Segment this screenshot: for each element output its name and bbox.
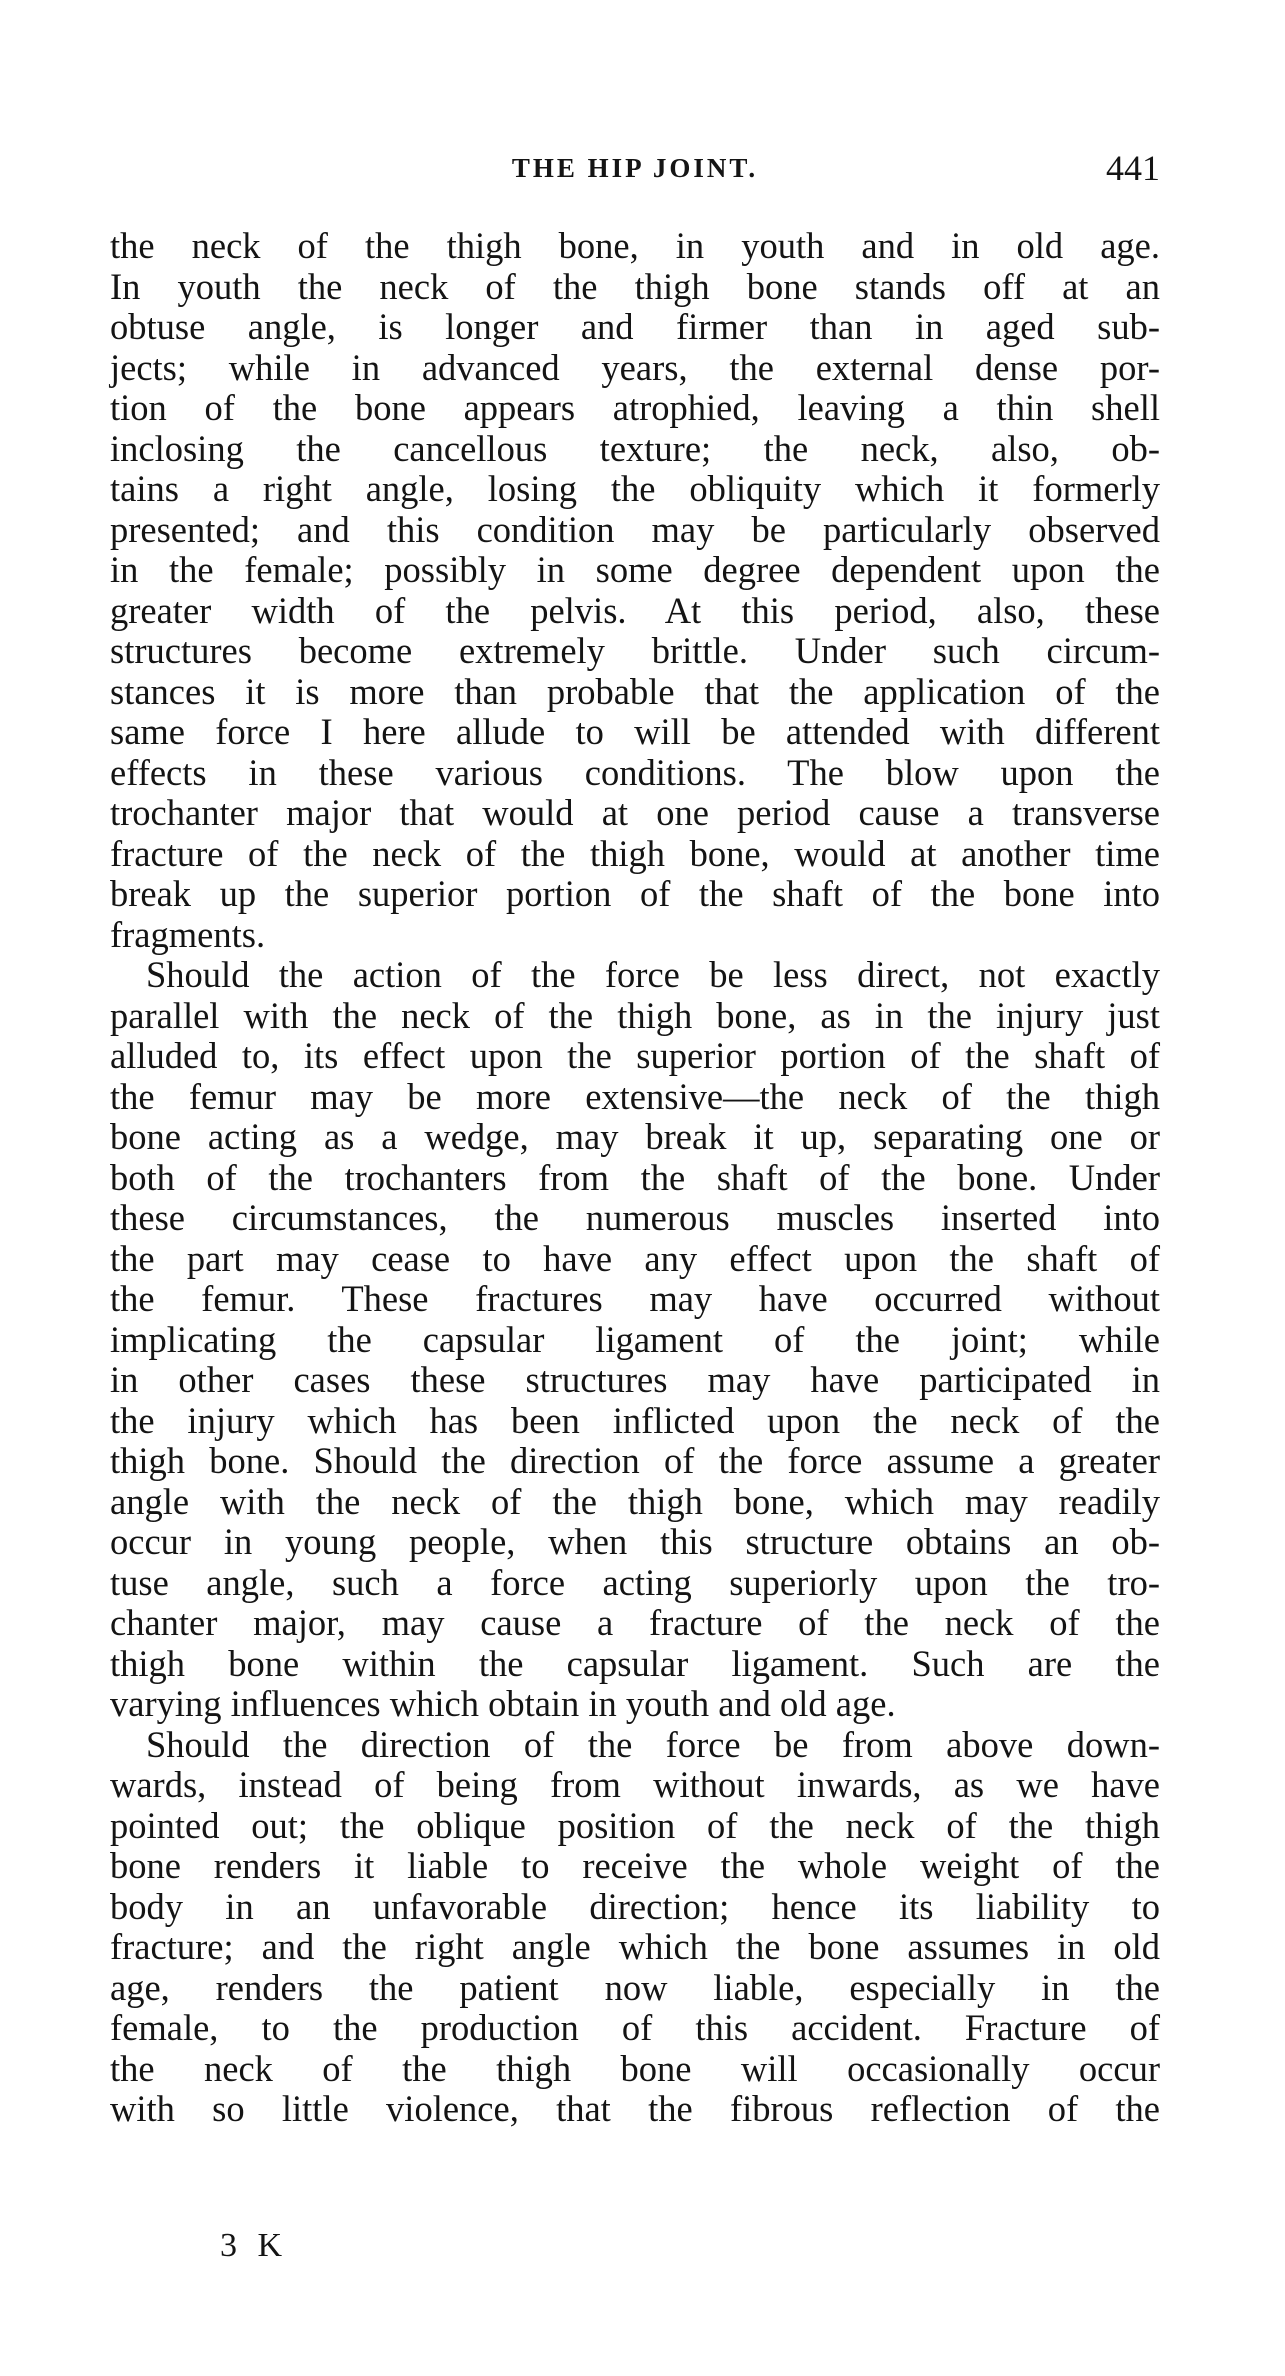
text-line: trochanter major that would at one period cause a transverse — [110, 792, 1160, 833]
text-line: effects in these various conditions. The blow upon the — [110, 751, 1160, 793]
text-line: same force I here allude to will be attended with different — [110, 711, 1160, 752]
text-line: the neck of the thigh bone will occasionally occur — [110, 2047, 1160, 2089]
text-line: bone acting as a wedge, may break it up, separating one or — [110, 1116, 1160, 1157]
text-line: inclosing the cancellous texture; the neck, also, ob- — [110, 427, 1160, 469]
text-line: jects; while in advanced years, the external dense por- — [110, 346, 1160, 388]
paragraph-start-line: Should the action of the force be less direct, not exactly — [146, 954, 1160, 995]
text-line: bone renders it liable to receive the whole weight of the — [110, 1845, 1160, 1886]
text-line: implicating the capsular ligament of the joint; while — [110, 1318, 1160, 1360]
signature-mark: 3 K — [220, 2227, 289, 2264]
text-line: thigh bone. Should the direction of the force assume a greater — [110, 1440, 1160, 1481]
text-line: the femur may be more extensive—the neck of the thigh — [110, 1075, 1160, 1117]
paragraph-start-line: Should the direction of the force be from above down- — [146, 1723, 1160, 1765]
text-line: stances it is more than probable that the application of the — [110, 670, 1160, 712]
text-line: age, renders the patient now liable, especially in the — [110, 1966, 1160, 2008]
text-line: break up the superior portion of the shaft of the bone into — [110, 873, 1160, 914]
page-number: 441 — [1106, 148, 1160, 188]
text-line: in other cases these structures may have participated in — [110, 1359, 1160, 1400]
text-line: in the female; possibly in some degree dependent upon the — [110, 549, 1160, 590]
running-title: THE HIP JOINT. — [511, 153, 759, 183]
text-line: structures become extremely brittle. Under such circum- — [110, 630, 1160, 671]
text-line: the part may cease to have any effect upon the shaft of — [110, 1237, 1160, 1279]
paragraph-end-line: fragments. — [110, 913, 266, 955]
text-line: the injury which has been inflicted upon the neck of the — [110, 1399, 1160, 1441]
text-line: the femur. These fractures may have occurred without — [110, 1278, 1160, 1319]
text-line: tains a right angle, losing the obliquity which it formerly — [110, 468, 1160, 509]
text-line: wards, instead of being from without inwards, as we have — [110, 1764, 1160, 1805]
body-text — [110, 226, 1160, 2130]
text-line: occur in young people, when this structure obtains an ob- — [110, 1521, 1160, 1562]
text-line: the neck of the thigh bone, in youth and in old age. — [110, 225, 1160, 266]
text-line: In youth the neck of the thigh bone stands off at an — [110, 265, 1160, 307]
text-line: these circumstances, the numerous muscles inserted into — [110, 1197, 1160, 1238]
text-line: body in an unfavorable direction; hence its liability to — [110, 1885, 1160, 1927]
text-line: chanter major, may cause a fracture of the neck of the — [110, 1602, 1160, 1643]
text-line: thigh bone within the capsular ligament. Such are the — [110, 1642, 1160, 1684]
paragraph-end-line: varying influences which obtain in youth and old age. — [110, 1683, 896, 1724]
text-line: with so little violence, that the fibrous reflection of the — [110, 2088, 1160, 2129]
text-line: female, to the production of this accident. Fracture of — [110, 2007, 1160, 2048]
text-line: angle with the neck of the thigh bone, which may readily — [110, 1480, 1160, 1522]
text-line: presented; and this condition may be particularly observed — [110, 508, 1160, 550]
text-line: fracture of the neck of the thigh bone, would at another time — [110, 832, 1160, 874]
text-line: alluded to, its effect upon the superior portion of the shaft of — [110, 1035, 1160, 1076]
text-line: both of the trochanters from the shaft of the bone. Under — [110, 1156, 1160, 1198]
text-line: tion of the bone appears atrophied, leaving a thin shell — [110, 387, 1160, 428]
text-line: fracture; and the right angle which the bone assumes in old — [110, 1926, 1160, 1967]
text-line: pointed out; the oblique position of the neck of the thigh — [110, 1804, 1160, 1846]
text-line: obtuse angle, is longer and firmer than in aged sub- — [110, 306, 1160, 347]
running-head — [110, 146, 1160, 190]
text-line: greater width of the pelvis. At this period, also, these — [110, 589, 1160, 631]
text-line: tuse angle, such a force acting superiorly upon the tro- — [110, 1561, 1160, 1603]
text-line: parallel with the neck of the thigh bone, as in the injury just — [110, 994, 1160, 1036]
